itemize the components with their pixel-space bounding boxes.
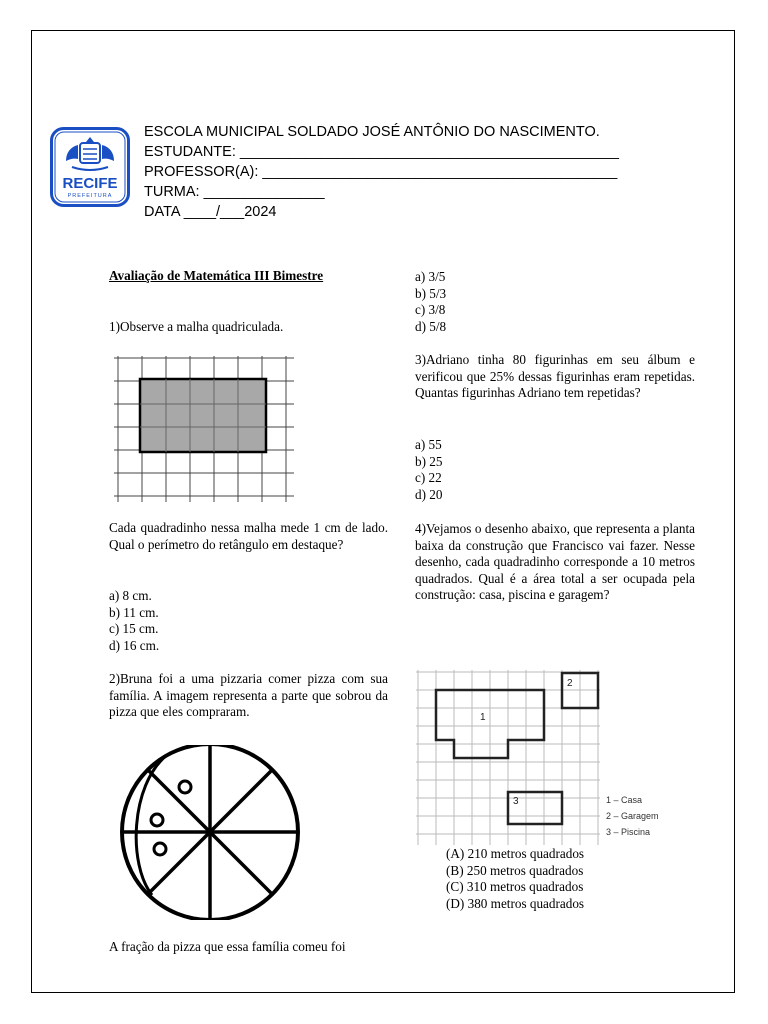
q4-options [446,846,584,912]
recife-logo [50,127,130,207]
q3-option-b[interactable]: b) 25 [415,453,443,469]
plan-label-pool: 3 [513,796,519,807]
q3-options [415,437,442,503]
floor-plan-figure [416,670,672,846]
legend-house: 1 – Casa [606,795,643,805]
school-name: ESCOLA MUNICIPAL SOLDADO JOSÉ ANTÔNIO DO NASCIMENTO. [144,124,600,140]
plan-label-garage: 2 [567,678,573,689]
q4-option-a[interactable]: (A) 210 metros quadrados [446,846,585,861]
logo-text: RECIFE [62,175,118,192]
legend-pool: 3 – Piscina [606,827,651,837]
pizza-figure [112,745,304,920]
q1-options [109,588,159,654]
q1-prompt: 1)Observe a malha quadriculada. [109,318,284,334]
pizza-topping [179,781,191,793]
q1-grid-figure [114,356,296,502]
pizza-topping [154,843,166,855]
q3-option-a[interactable]: a) 55 [415,437,442,452]
exam-title: Avaliação de Matemática III Bimestre [109,268,324,283]
legend-garage: 2 – Garagem [606,811,659,821]
q2-option-c[interactable]: c) 3/8 [415,302,446,317]
q1-option-d[interactable]: d) 16 cm. [109,637,160,653]
student-field: ESTUDANTE: _______________________________________________ [144,144,619,160]
q4-option-d[interactable]: (D) 380 metros quadrados [446,895,585,911]
q4-text: 4)Vejamos o desenho abaixo, que representa a planta baixa da construção que Francisco vai fazer. Nesse desenho, cada quadradinho corresponde a 10 metros quadrados. Qual é a área total a ser ocupada pela construção: casa, piscina e garagem? [415,521,695,602]
plan-label-house: 1 [480,712,486,723]
q3-text: 3)Adriano tinha 80 figurinhas em seu álbum e verificou que 25% dessas figurinhas eram repetidas. Quantas figurinhas Adriano tem repetidas? [415,352,695,400]
date-field: DATA ____/___2024 [144,204,277,220]
q3-option-d[interactable]: d) 20 [415,486,443,502]
logo-subtext: PREFEITURA [67,193,113,199]
q1-text: Cada quadradinho nessa malha mede 1 cm de lado. Qual o perímetro do retângulo em destaque? [109,520,388,552]
q2-text: 2)Bruna foi a uma pizzaria comer pizza com sua família. A imagem representa a parte que sobrou da pizza que eles compraram. [109,671,388,719]
q2-options [415,269,446,335]
q2-footer: A fração da pizza que essa família comeu foi [109,939,346,954]
q2-option-b[interactable]: b) 5/3 [415,285,447,301]
q2-option-a[interactable]: a) 3/5 [415,269,446,284]
q4-option-b[interactable]: (B) 250 metros quadrados [446,862,584,878]
pizza-slices [122,745,298,920]
left-column [109,268,388,335]
class-field: TURMA: _______________ [144,184,325,200]
q1-option-b[interactable]: b) 11 cm. [109,604,159,620]
q2-option-d[interactable]: d) 5/8 [415,318,447,334]
q4-option-c[interactable]: (C) 310 metros quadrados [446,879,584,894]
pizza-topping [151,814,163,826]
q1-option-c[interactable]: c) 15 cm. [109,621,159,636]
teacher-field: PROFESSOR(A): ____________________________________________ [144,164,618,180]
header [144,122,619,222]
q1-highlighted-rectangle [140,379,266,452]
q3-option-c[interactable]: c) 22 [415,470,442,485]
q1-option-a[interactable]: a) 8 cm. [109,588,152,603]
